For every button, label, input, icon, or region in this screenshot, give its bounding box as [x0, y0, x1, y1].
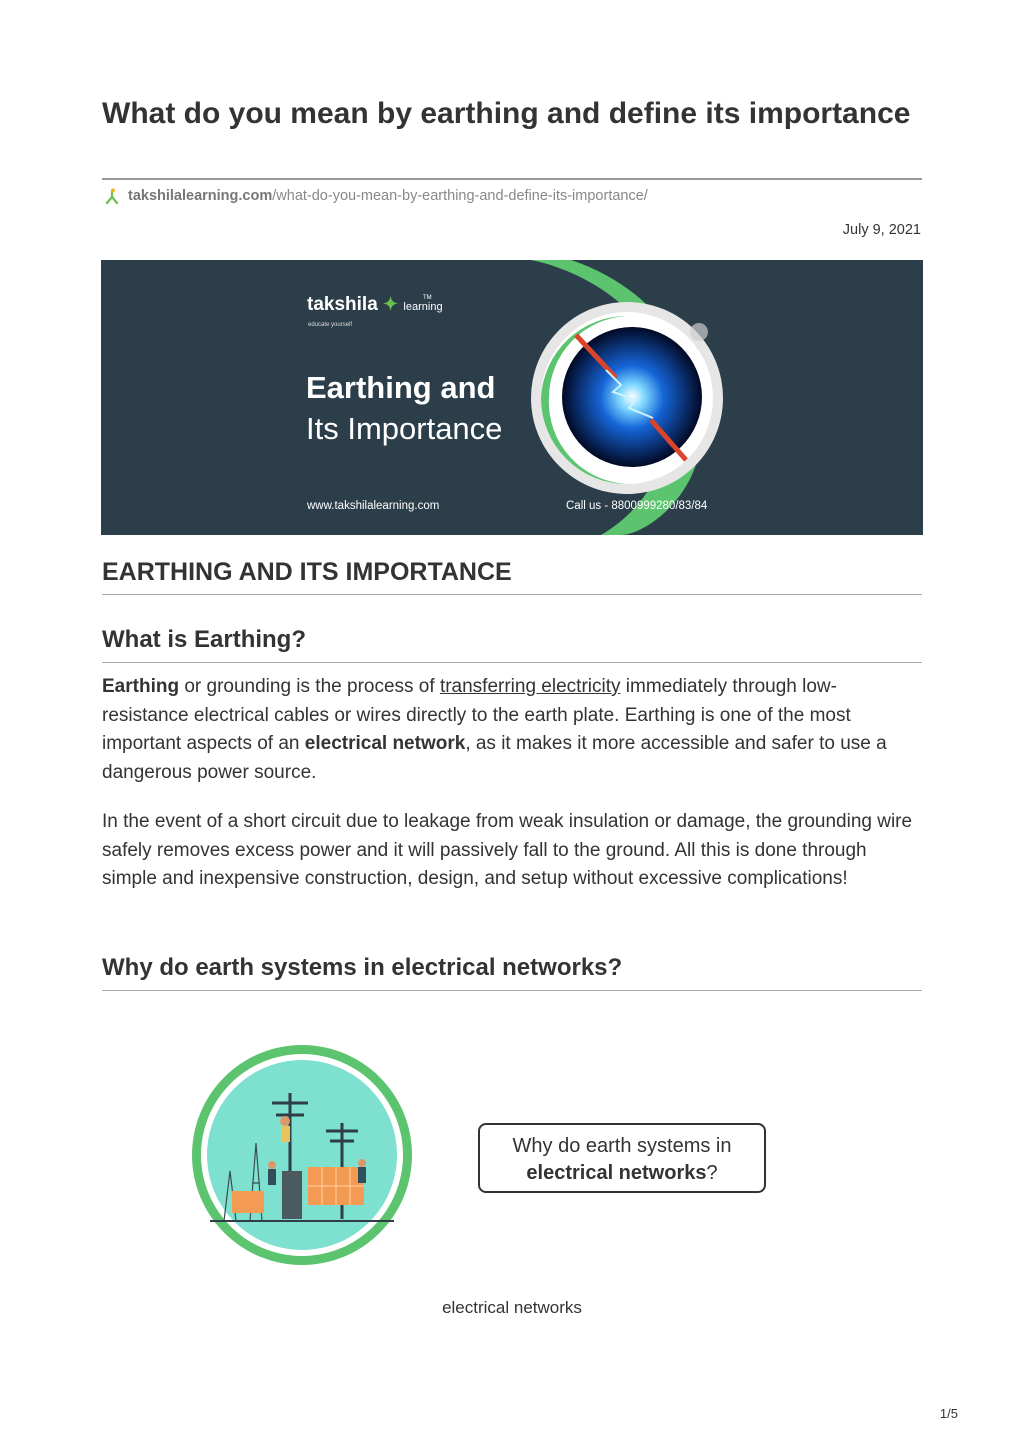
paragraph-short-circuit: In the event of a short circuit due to leakage from weak insulation or damage, the grounding wire safely removes excess power and it will passively fall to the ground. All this is done through simple and inexpensive construction, design, and setup without excessive complications!	[102, 811, 913, 889]
bold-electrical-network: electrical network	[304, 733, 466, 754]
section-heading-main: EARTHING AND ITS IMPORTANCE	[102, 558, 512, 586]
paragraph-earthing-definition	[102, 673, 922, 787]
section-divider-main	[102, 594, 922, 595]
hero-banner	[101, 260, 923, 535]
source-domain[interactable]: takshilalearning.com	[128, 188, 273, 204]
banner-logo-sub: learning	[403, 301, 443, 313]
illustration-box-bold: electrical networks	[526, 1162, 707, 1184]
banner-phone: Call us - 8800999280/83/84	[566, 500, 708, 512]
banner-logo-tagline: educate yourself	[308, 322, 353, 328]
page-number: 1/5	[939, 1406, 958, 1421]
source-link[interactable]	[104, 188, 648, 204]
banner-heading-line2: Its Importance	[306, 411, 503, 446]
illustration-box-line1: Why do earth systems in	[512, 1135, 732, 1157]
bold-earthing: Earthing	[102, 676, 180, 697]
illustration-box-end: ?	[706, 1162, 718, 1184]
banner-website: www.takshilalearning.com	[307, 500, 440, 512]
banner-graphic	[101, 260, 923, 535]
takshila-logo-icon	[104, 188, 120, 204]
electrical-networks-illustration	[190, 1043, 414, 1267]
p1-text1: or grounding is the process of	[179, 676, 440, 697]
banner-heading-line1: Earthing and	[306, 370, 496, 405]
title-divider	[102, 178, 922, 180]
section-divider-why	[102, 990, 922, 991]
illustration-box-line2	[480, 1160, 764, 1187]
article-title: What do you mean by earthing and define its importance	[102, 97, 911, 130]
banner-logo-text: takshila	[307, 294, 378, 315]
p1-text3: , as it makes it more accessible and safer to use a dangerous power source.	[102, 733, 887, 783]
p1-text2: immediately through low-resistance electrical cables or wires directly to the earth plate. Earthing is one of the most important aspects of an	[102, 676, 851, 754]
section-heading-what: What is Earthing?	[102, 626, 306, 653]
link-transferring-electricity[interactable]: transferring electricity	[439, 676, 621, 697]
publish-date: July 9, 2021	[842, 222, 921, 238]
banner-logo-figure-icon: ✦	[383, 294, 399, 314]
banner-logo-tm: TM	[423, 295, 432, 301]
illustration-caption: electrical networks	[442, 1298, 582, 1317]
source-path[interactable]: /what-do-you-mean-by-earthing-and-define-its-importance/	[272, 188, 648, 204]
section-heading-why: Why do earth systems in electrical networks?	[102, 954, 623, 981]
illustration-text-box	[478, 1123, 766, 1193]
section-divider-what	[102, 662, 922, 663]
